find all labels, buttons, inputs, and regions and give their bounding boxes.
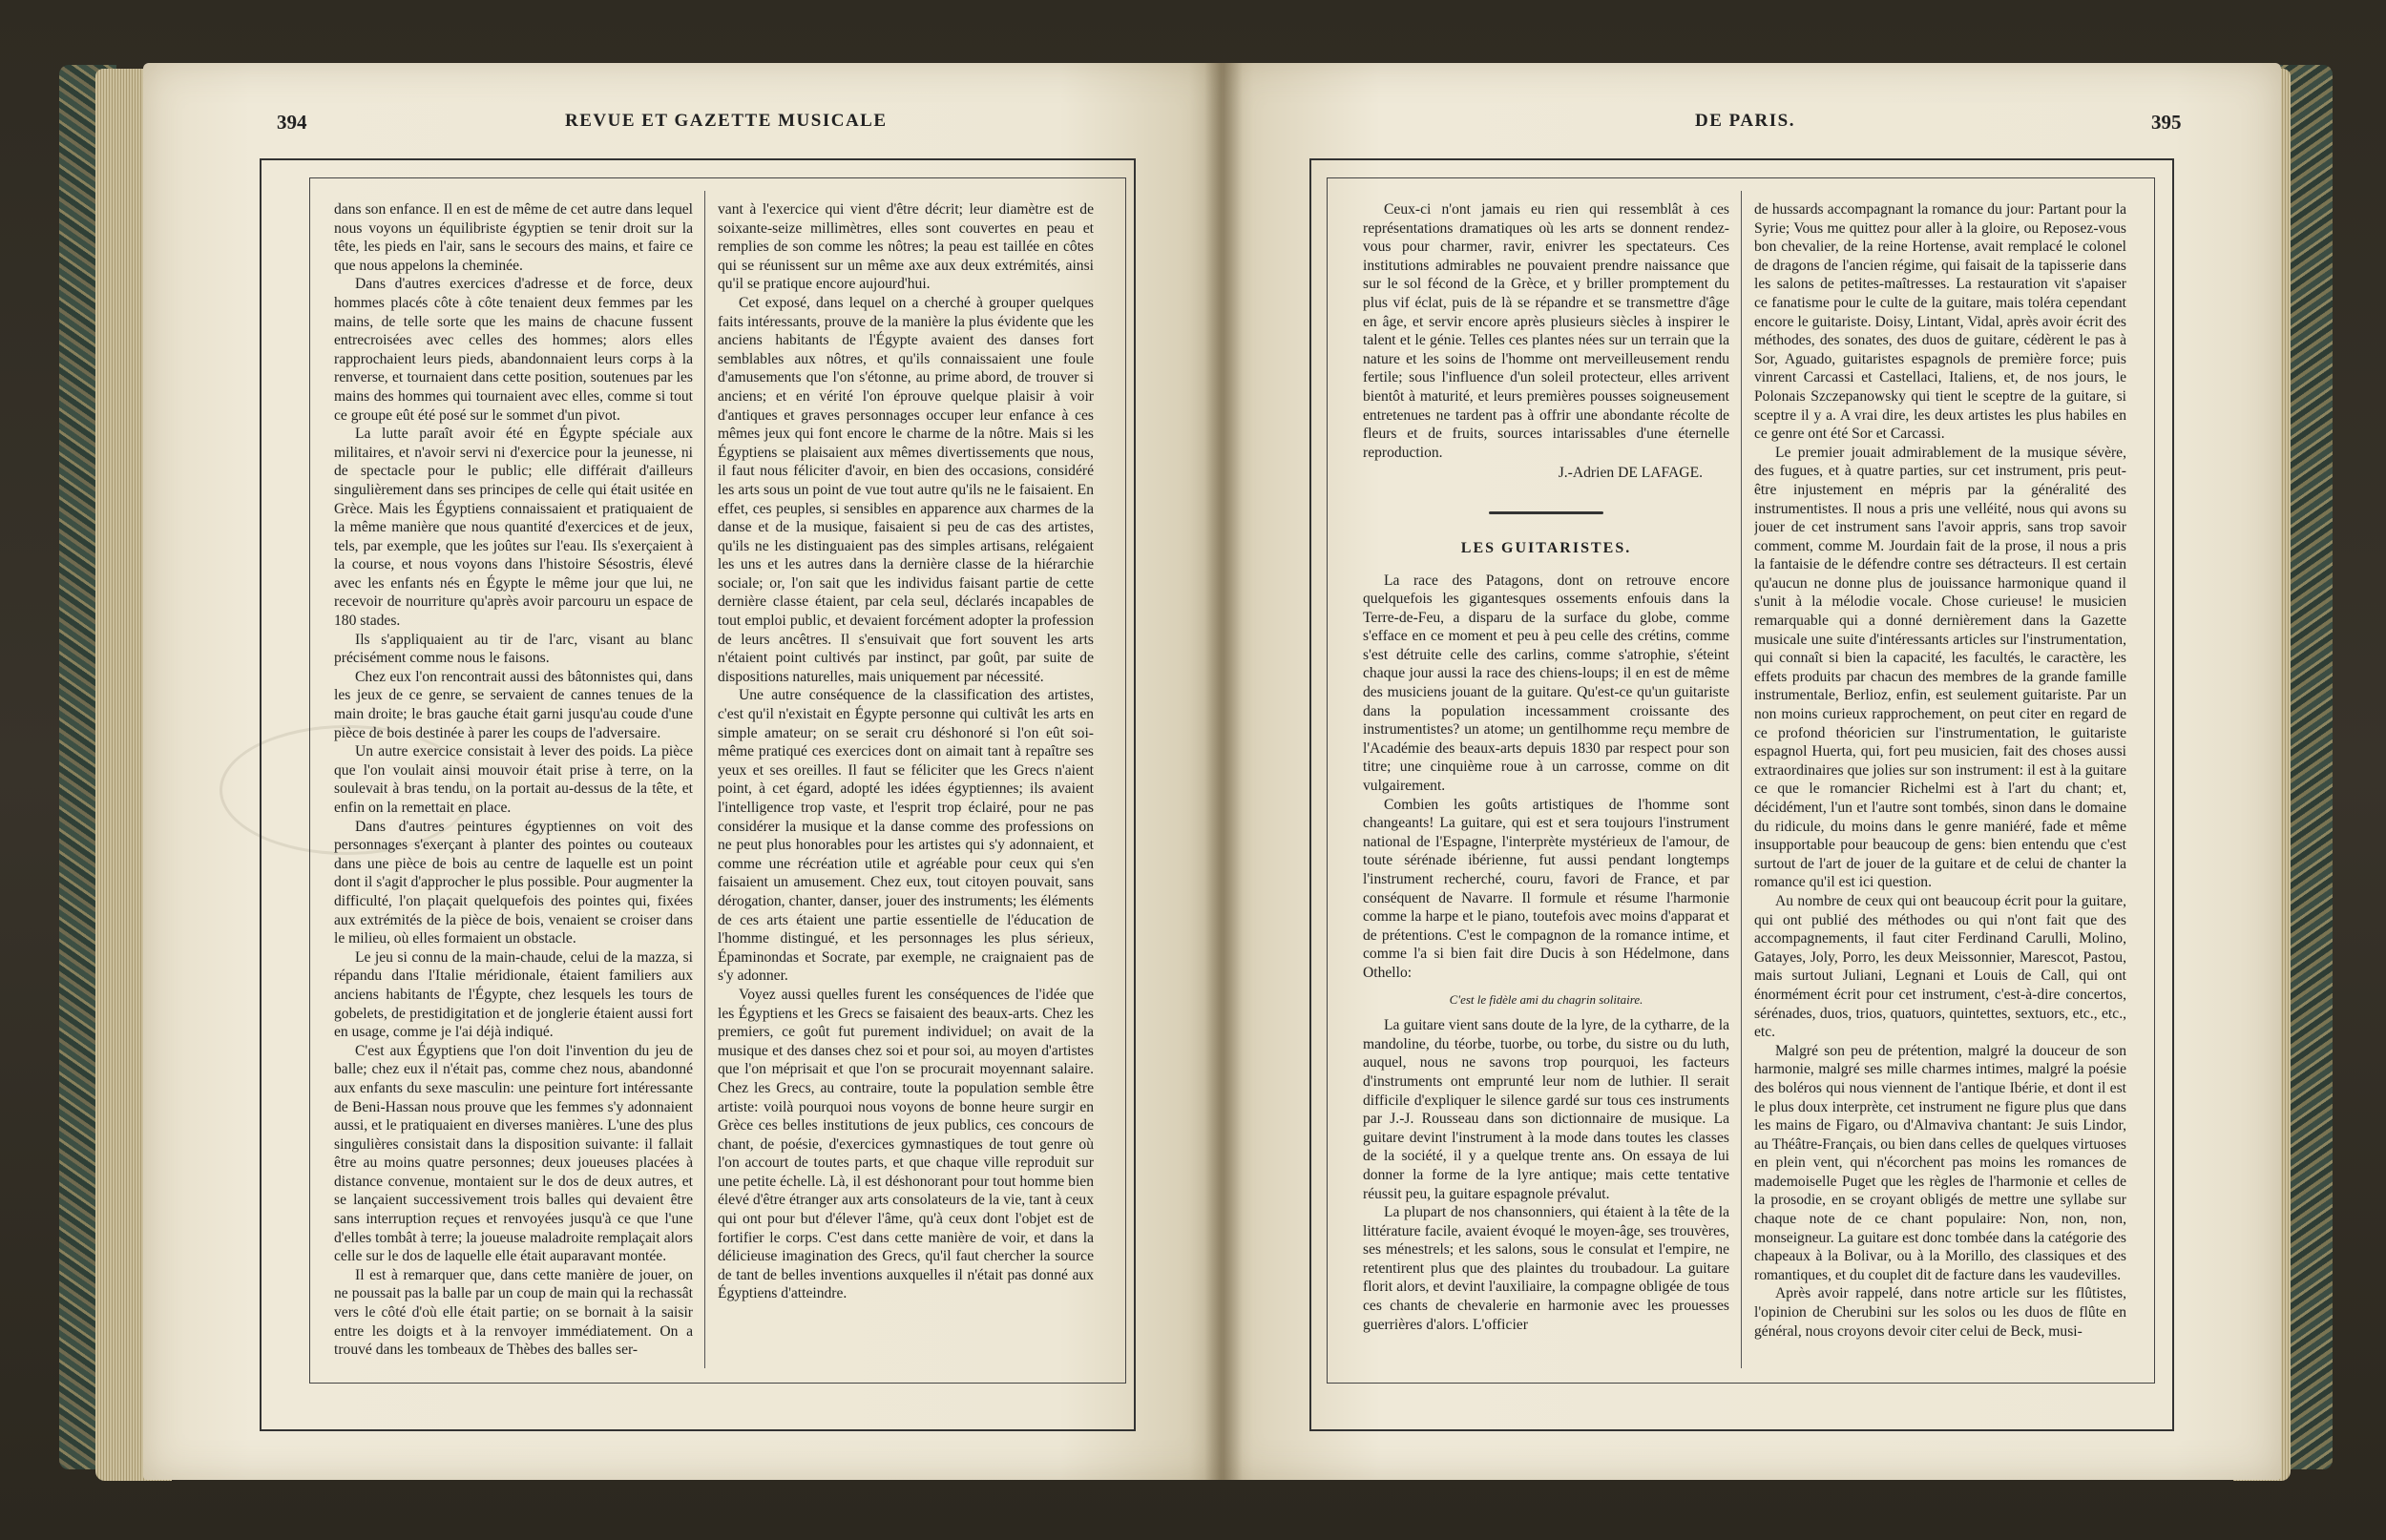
paragraph: de hussards accompagnant la romance du jour: Partant pour la Syrie; Vous me quittez pour aller à la gloire, ou Reposez-vous bon chevalier, de la reine Hortense, avait remplacé le colonel de dragons de l'ancien régime, qui faisait de la tapisserie dans les salons de petites-maîtresses. La restauration vit s'apaiser ce fanatisme pour le culte de la guitare, mais toléra cependant encore le guitariste. Doisy, Lintant, Vidal, après avoir écrit des méthodes, des sonates, des duos de guitare, cédèrent le pas à Sor, Aguado, guitaristes espagnols de première force; puis vinrent Carcassi et Castellaci, Italiens, et, de nos jours, le Polonais Szczepanowsky qui tient le sceptre de la guitare, si sceptre il y a. A vrai dire, les deux artistes les plus habiles en ce genre ont été Sor et Carcassi.: [1754, 201, 2126, 443]
paragraph: Une autre conséquence de la classification des artistes, c'est qu'il n'existait en Égypte personne qui cultivât les arts en simple amateur; on se serait cru déshonoré si l'on eût soi-même pratiqué ces exercices dont on aimait tant à repaître ses yeux et ses oreilles. Il faut se féliciter que les Grecs n'aient point, à cet égard, adopté les idées égyptiennes; ils avaient l'intelligence trop vaste, et l'esprit trop éclairé, pour ne pas considérer la musique et la danse comme des professions on ne peut plus honorables pour les artistes qui s'y adonnaient, et comme une récréation utile et agréable pour ceux qui s'en faisaient un amusement. Chez eux, tout citoyen pouvait, sans dérogation, chanter, danser, jouer des instruments; les éléments de ces arts étaient une partie essentielle de l'éducation de l'homme distingué, et les personnages les plus sérieux, Épaminondas et Socrate, par exemple, ne craignaient pas de s'y adonner.: [718, 687, 1094, 985]
right-page-number: 395: [2151, 111, 2182, 134]
section-title: LES GUITARISTES.: [1460, 539, 1632, 556]
paragraph: Chez eux l'on rencontrait aussi des bâtonnistes qui, dans les jeux de ce genre, se servaient de cannes tenues de la main droite; le bras gauche était garni jusqu'au coude d'une pièce de bois destinée à parer les coups de l'adversaire.: [334, 668, 693, 741]
paragraph: Le jeu si connu de la main-chaude, celui de la mazza, si répandu dans l'Italie méridionale, étaient familiers aux anciens habitants de l'Égypte, chez lesquels les tours de gobelets, de prestidigitation et de jonglerie étaient aussi fort en usage, comme je l'ai déjà indiqué.: [334, 948, 693, 1041]
section-separator: [1489, 511, 1603, 514]
verse-quotation: C'est le fidèle ami du chagrin solitaire.: [1449, 991, 1643, 1007]
right-running-title: DE PARIS.: [1695, 111, 1795, 131]
right-column-rule: [1741, 191, 1742, 1368]
paragraph: Cet exposé, dans lequel on a cherché à grouper quelques faits intéressants, prouve de la manière la plus évidente que les anciens habitants de l'Égypte avaient des danses fort semblables aux nôtres, et qu'ils connaissaient une foule d'amusements que l'on s'étonne, au prime abord, de trouver si anciens; et en vérité l'on éprouve quelque plaisir à voir d'antiques et graves personnages occuper leur enfance à ces mêmes jeux qui font encore le charme de la nôtre. Mais si les Égyptiens se plaisaient aux mêmes divertissements que nous, il faut nous féliciter d'avoir, en bien des occasions, considéré les arts sous un point de vue tout autre qu'ils ne le faisaient. En effet, ces peuples, si sensibles en apparence aux charmes de la danse et de la musique, faisaient si peu de cas des artistes, qu'ils ne les distinguaient pas des simples artisans, relégaient les uns et les autres dans la dernière classe de la hiérarchie sociale; or, l'on sait que les individus faisant partie de cette dernière classe étaient, par cela seul, déclarés incapables de tout emploi public, et devaient forcément adopter la profession de leurs ancêtres. Il s'ensuivait que fort souvent les arts n'étaient point cultivés par instinct, par goût, par suite de dispositions naturelles, mais uniquement par nécessité.: [718, 294, 1094, 685]
paragraph: La guitare vient sans doute de la lyre, de la cytharre, de la mandoline, du téorbe, tuorbe, ou torbe, du sistre ou du luth, auquel, nous ne savons trop pourquoi, les facteurs d'instruments ont emprunté leur nom de luthier. Il serait difficile d'expliquer le silence gardé sur tous ces instruments par J.-J. Rousseau dans son dictionnaire de musique. La guitare devint l'instrument à la mode dans toutes les classes de la société, il y a quelque trente ans. On essaya de lui donner la forme de la lyre antique; mais cette tentative réussit peu, la guitare espagnole prévalut.: [1363, 1017, 1729, 1202]
paragraph: vant à l'exercice qui vient d'être décrit; leur diamètre est de soixante-seize millimètres, elles sont couvertes en peau et remplies de son comme les nôtres; la peau est taillée en côtes qui se réunissent sur un même axe aux deux extrémités, ainsi qu'il se pratique encore aujourd'hui.: [718, 201, 1094, 293]
left-page-column-2: [718, 200, 1094, 1376]
paragraph: Dans d'autres exercices d'adresse et de force, deux hommes placés côte à côte tenaient deux femmes par les mains, de telle sorte que les mains de chacune fussent entrecroisées avec celles des hommes; alors elles rapprochaient leurs pieds, abandonnaient leurs corps à la renverse, et tournaient dans cette position, soutenues par les mains des hommes qui tournaient avec elles, comme si tout ce groupe eût été posé sur le sommet d'un pivot.: [334, 276, 693, 424]
paragraph: Voyez aussi quelles furent les conséquences de l'idée que les Égyptiens et les Grecs se faisaient des beaux-arts. Chez les premiers, ce goût fut purement individuel; on avait de la musique et des danses chez soi et pour soi, au moyen d'artistes que l'on méprisait et que l'on se procurait moyennant salaire. Chez les Grecs, au contraire, toute la population semble être artiste: voilà pourquoi nous voyons de bonne heure surgir en Grèce ces belles institutions de jeux publics, ces concours de chant, de poésie, d'exercices gymnastiques de tout genre où l'on accourt de toutes parts, et que chaque ville reproduit sur une petite échelle. Là, il est déshonorant pour tout homme bien élevé d'être étranger aux arts consolateurs de la vie, tant à ceux qui ont pour but d'élever l'âme, qu'à ceux dont l'objet est de fortifier le corps. C'est dans cette manière de voir, et dans la délicieuse imagination des Grecs, qu'il faut chercher la source de tant de belles inventions auxquelles il n'était pas donné aux Égyptiens d'atteindre.: [718, 986, 1094, 1302]
paragraph: La lutte paraît avoir été en Égypte spéciale aux militaires, et n'avoir servi ni d'exercice pour la jeunesse, ni de spectacle pour le public; elle différait d'ailleurs singulièrement dans ses principes de celle qui était usitée en Grèce. Mais les Égyptiens connaissaient et pratiquaient de la même manière que nous quantité d'exercices et de jeux, tels, par exemple, que les joûtes sur l'eau. Ils s'exerçaient à la course, et nous voyons dans l'histoire Sésostris, élevé avec les enfants nés en Égypte le même jour que lui, ne recevoir de nourriture qu'après avoir parcouru un espace de 180 stades.: [334, 426, 693, 630]
paragraph: C'est aux Égyptiens que l'on doit l'invention du jeu de balle; chez eux il n'était pas, comme chez nous, abandonné aux enfants du sexe masculin: une peinture fort intéressante de Beni-Hassan nous prouve que les femmes s'y adonnaient aussi, et le pratiquaient en diverses manières. L'une des plus singulières consistait dans la disposition suivante: il fallait être au moins quatre personnes; deux joueuses placées à distance convenue, montaient sur le dos de deux autres, et se lançaient successivement trois balles qui devaient être sans interruption reçues et renvoyées jusqu'à ce que l'une d'elles tombât à terre; la joueuse maladroite remplaçait alors celle sur le dos de laquelle elle était auparavant montée.: [334, 1042, 693, 1265]
paragraph: Malgré son peu de prétention, malgré la douceur de son harmonie, malgré ses mille charmes intimes, malgré la poésie des boléros qui nous viennent de l'antique Ibérie, et dont il est le plus doux interprète, cet instrument ne figure plus que dans les mains de Figaro, ou d'Almaviva chantant: Je suis Lindor, au Théâtre-Français, ou bien dans celles de quelques virtuoses en plein vent, qui n'écorchent pas moins les romances de mademoiselle Puget que les règles de l'harmonie et celles de la prosodie, en se croyant obligés de mettre une syllabe sur chaque note de ce chant populaire: Non, non, non, monseigneur. La guitare est donc tombée dans la catégorie des chapeaux à la Bolivar, ou à la Morillo, des classiques et des romantiques, et du couplet dit de facture dans les vaudevilles.: [1754, 1042, 2126, 1283]
paragraph: Il est à remarquer que, dans cette manière de jouer, on ne poussait pas la balle par un coup de main qui la rechassât vers le côté d'où elle était partie; on se bornait à la saisir entre les doigts et à la renvoyer immédiatement. On a trouvé dans les tombeaux de Thèbes des balles ser-: [334, 1266, 693, 1359]
left-page-number: 394: [277, 111, 307, 134]
left-page-column-1: [334, 200, 693, 1376]
right-page-column-1: [1363, 200, 1729, 1376]
paragraph: Combien les goûts artistiques de l'homme sont changeants! La guitare, qui est et sera toujours l'instrument national de l'Espagne, l'interprète mystérieux de l'amour, de toute sérénade ibérienne, fut aussi pendant longtemps l'instrument recherché, couru, favori de France, et par conséquent de Navarre. Il formule et résume l'harmonie comme la harpe et le piano, toutefois avec moins d'apparat et de prétentions. C'est le compagnon de la romance intime, et comme l'a si bien fait dire Ducis à son Hédelmone, dans Othello:: [1363, 796, 1729, 981]
gutter-shadow: [1204, 63, 1243, 1480]
paragraph: Au nombre de ceux qui ont beaucoup écrit pour la guitare, qui ont publié des méthodes ou qui n'ont fait que des accompagnements, il faut citer Ferdinand Carulli, Molino, Gatayes, Joly, Porro, les deux Meissonnier, Marescot, Pastou, mais surtout Juliani, Legnani et Louis de Call, qui ont énormément écrit pour cet instrument, c'est-à-dire concertos, sérénades, duos, trios, quatuors, quintettes, sextuors, etc., etc., etc.: [1754, 892, 2126, 1041]
paragraph: La race des Patagons, dont on retrouve encore quelquefois les gigantesques ossements enfouis dans la Terre-de-Feu, a disparu de la surface du globe, comme s'efface en ce moment et peu à peu celle des crétins, comme s'est détruite celle des carlins, comme s'atrophie, s'éteint chaque jour aussi la race des chiens-loups; il en est de même des musiciens jouant de la guitare. Qu'est-ce qu'un guitariste dans la population incessamment croissante des instrumentistes? un atome; un gentilhomme reçu membre de l'Académie des beaux-arts depuis 1830 par respect pour son titre; une cinquième roue à un carrosse, comme on dit vulgairement.: [1363, 572, 1729, 795]
paragraph: dans son enfance. Il en est de même de cet autre dans lequel nous voyons un équilibriste égyptien se tenir droit sur la tête, les pieds en l'air, sans le secours des mains, et faire ce que nous appelons la cheminée.: [334, 201, 693, 274]
paragraph: Le premier jouait admirablement de la musique sévère, des fugues, et à quatre parties, sur cet instrument, pris peut-être injustement en mépris par la généralité des instrumentistes. Il nous a pris une velléité, nous qui avons su jouer de cet instrument sans l'avoir appris, sans trop savoir comment, comme M. Jourdain fait de la prose, il nous a pris la fantaisie de le défendre contre ses détracteurs. Il est certain qu'aucun ne donne plus de jouissance harmonique quand il s'unit à la mélodie vocale. Chose curieuse! le musicien remarquable qui a donné dernièrement dans la Gazette musicale une suite d'intéressants articles sur l'instrumentation, qui connaît si bien la capacité, les facultés, le caractère, les effets produits par chacun des membres de la grande famille instrumentale, Berlioz, enfin, est seulement guitariste. Par un non moins curieux rapprochement, on peut citer en regard de ce profond théoricien sur l'instrumentation, le guitariste espagnol Huerta, qui, fort peu musicien, fait des choses aussi extraordinaires que jolies sur son instrument: il est à la guitare ce que le romancier Richelmi est à l'art du chant; et, décidément, l'un et l'autre sont tombés, sinon dans le domaine du ridicule, du moins dans le genre maniéré, fade et même insupportable pour beaucoup de gens: bien entendu que c'est surtout de l'art de jouer de la guitare et de celui de chanter la romance qu'il est ici question.: [1754, 444, 2126, 891]
right-page-column-2: [1754, 200, 2126, 1376]
left-running-title: REVUE ET GAZETTE MUSICALE: [565, 111, 888, 131]
article-ending-paragraph: Ceux-ci n'ont jamais eu rien qui ressemblât à ces représentations dramatiques où les arts se donnent rendez-vous pour charmer, ravir, enivrer les spectateurs. Ces institutions admirables ne pouvaient prendre naissance que sur le sol fécond de la Grèce, et y briller promptement du plus vif éclat, puis de là se répandre et se transmettre d'âge en âge, et servir encore après plusieurs siècles à inspirer le talent et le génie. Telles ces plantes nées sur un terrain que la nature et les soins de l'homme ont merveilleusement rendu fertile; sous l'influence d'un soleil protecteur, elles arrivent bientôt à maturité, et leurs premières pousses soigneusement entretenues ne tardent pas à offrir une abondante récolte de fleurs et de fruits, sources intarissables d'une éternelle reproduction.: [1363, 201, 1729, 461]
left-column-rule: [704, 191, 705, 1368]
paragraph: Ils s'appliquaient au tir de l'arc, visant au blanc précisément comme nous le faisons.: [334, 631, 693, 667]
paragraph: La plupart de nos chansonniers, qui étaient à la tête de la littérature facile, avaient évoqué le moyen-âge, ses trouvères, ses ménestrels; et les salons, sous le consulat et l'empire, ne retentirent plus que des plaintes du troubadour. La guitare florit alors, et devint l'auxiliaire, la compagne obligée de tous ces chants de chevalerie en harmonie avec les prouesses guerrières d'alors. L'officier: [1363, 1204, 1729, 1333]
paragraph: Un autre exercice consistait à lever des poids. La pièce que l'on voulait ainsi mouvoir était prise à terre, on la soulevait à bras tendu, on la portait au-dessus de la tête, et enfin on la remettait en place.: [334, 743, 693, 816]
paragraph: Dans d'autres peintures égyptiennes on voit des personnages s'exerçant à planter des pointes ou couteaux dans une pièce de bois au centre de laquelle est un point dont il s'agit d'approcher le plus possible. Pour augmenter la difficulté, l'on plaçait quelquefois des pointes qui, fixées aux extrémités de la pièce de bois, venaient se croiser dans le milieu, où elles formaient un obstacle.: [334, 818, 693, 947]
author-signature: J.-Adrien DE LAFAGE.: [1558, 465, 1703, 482]
paragraph: Après avoir rappelé, dans notre article sur les flûtistes, l'opinion de Cherubini sur les solos ou les duos de flûte en général, nous croyons devoir citer celui de Beck, musi-: [1754, 1285, 2126, 1340]
